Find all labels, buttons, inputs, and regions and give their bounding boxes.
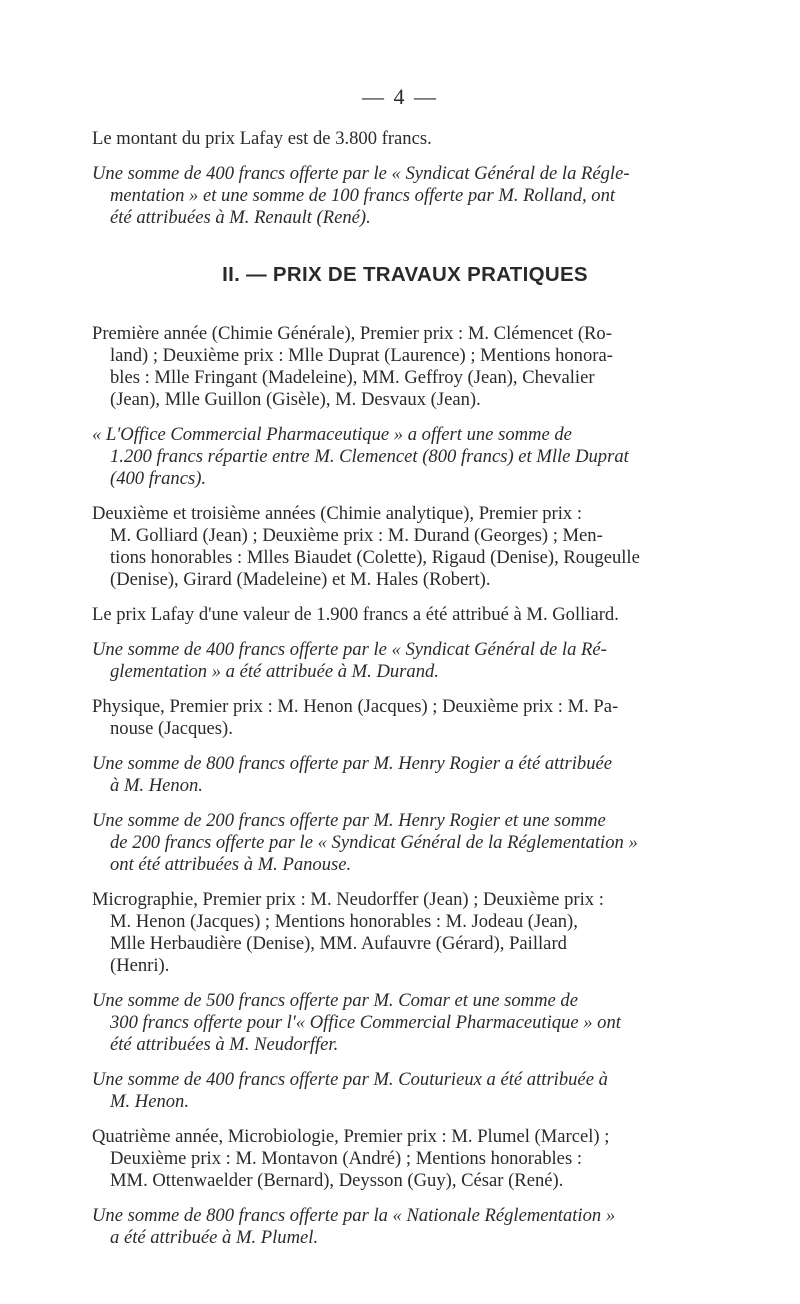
line: Micrographie, Premier prix : M. Neudorffer (Jean) ; Deuxième prix : bbox=[92, 889, 604, 910]
line: Le prix Lafay d'une valeur de 1.900 francs a été attribué à M. Golliard. bbox=[92, 604, 619, 625]
line: 1.200 francs répartie entre M. Clemencet (800 francs) et Mlle Duprat bbox=[110, 446, 629, 467]
line: Deuxième et troisième années (Chimie analytique), Premier prix : bbox=[92, 503, 582, 524]
line: ont été attribuées à M. Panouse. bbox=[110, 854, 352, 875]
paragraph-deuxieme-troisieme bbox=[92, 503, 718, 591]
paragraph-durand-award bbox=[92, 639, 718, 683]
line: Physique, Premier prix : M. Henon (Jacques) ; Deuxième prix : M. Pa- bbox=[92, 696, 619, 717]
paragraph-micrographie bbox=[92, 889, 718, 977]
line: (Denise), Girard (Madeleine) et M. Hales (Robert). bbox=[110, 569, 491, 590]
paragraph-plumel-award bbox=[92, 1205, 718, 1249]
line: Une somme de 400 francs offerte par le « Syndicat Général de la Ré- bbox=[92, 639, 607, 660]
line: été attribuées à M. Neudorffer. bbox=[110, 1034, 339, 1055]
section-heading: II. — PRIX DE TRAVAUX PRATIQUES bbox=[222, 263, 588, 286]
line: Première année (Chimie Générale), Premier prix : M. Clémencet (Ro- bbox=[92, 323, 612, 344]
paragraph-physique bbox=[92, 696, 718, 740]
page-number: — 4 — bbox=[362, 84, 438, 109]
line: de 200 francs offerte par le « Syndicat Général de la Réglementation » bbox=[110, 832, 638, 853]
line: a été attribuée à M. Plumel. bbox=[110, 1227, 319, 1248]
line: Une somme de 400 francs offerte par le « Syndicat Général de la Régle- bbox=[92, 163, 630, 184]
paragraph-couturieux-award bbox=[92, 1069, 718, 1113]
paragraph-neudorffer-award bbox=[92, 990, 718, 1056]
line: Deuxième prix : M. Montavon (André) ; Mentions honorables : bbox=[110, 1148, 582, 1169]
line: Une somme de 800 francs offerte par M. Henry Rogier a été attribuée bbox=[92, 753, 612, 774]
line: (400 francs). bbox=[110, 468, 207, 489]
paragraph-panouse-award bbox=[92, 810, 718, 876]
line: (Jean), Mlle Guillon (Gisèle), M. Desvaux (Jean). bbox=[110, 389, 481, 410]
line: M. Henon (Jacques) ; Mentions honorables : M. Jodeau (Jean), bbox=[110, 911, 578, 932]
line: Une somme de 200 francs offerte par M. Henry Rogier et une somme bbox=[92, 810, 606, 831]
line: 300 francs offerte pour l'« Office Commercial Pharmaceutique » ont bbox=[110, 1012, 621, 1033]
line: Une somme de 400 francs offerte par M. Couturieux a été attribuée à bbox=[92, 1069, 608, 1090]
line: M. Golliard (Jean) ; Deuxième prix : M. Durand (Georges) ; Men- bbox=[110, 525, 603, 546]
paragraph-premiere-annee bbox=[92, 323, 718, 411]
paragraph-henon-award bbox=[92, 753, 718, 797]
line: Une somme de 800 francs offerte par la « Nationale Réglementation » bbox=[92, 1205, 616, 1226]
line: été attribuées à M. Renault (René). bbox=[110, 207, 371, 228]
line: land) ; Deuxième prix : Mlle Duprat (Laurence) ; Mentions honora- bbox=[110, 345, 613, 366]
lead-paragraph bbox=[92, 128, 718, 150]
paragraph-prix-lafay bbox=[92, 604, 718, 626]
line: Une somme de 500 francs offerte par M. Comar et une somme de bbox=[92, 990, 578, 1011]
line: (Henri). bbox=[110, 955, 170, 976]
line: « L'Office Commercial Pharmaceutique » a offert une somme de bbox=[92, 424, 572, 445]
line: bles : Mlle Fringant (Madeleine), MM. Geffroy (Jean), Chevalier bbox=[110, 367, 595, 388]
line: glementation » a été attribuée à M. Durand. bbox=[110, 661, 439, 682]
line: tions honorables : Mlles Biaudet (Colette), Rigaud (Denise), Rougeulle bbox=[110, 547, 640, 568]
paragraph-quatrieme-annee bbox=[92, 1126, 718, 1192]
line: à M. Henon. bbox=[110, 775, 203, 796]
line: Quatrième année, Microbiologie, Premier prix : M. Plumel (Marcel) ; bbox=[92, 1126, 610, 1147]
line: MM. Ottenwaelder (Bernard), Deysson (Guy), César (René). bbox=[110, 1170, 564, 1191]
paragraph-office-commercial bbox=[92, 424, 718, 490]
paragraph-renault-award bbox=[92, 163, 718, 229]
line: Mlle Herbaudière (Denise), MM. Aufauvre (Gérard), Paillard bbox=[110, 933, 567, 954]
line: M. Henon. bbox=[110, 1091, 190, 1112]
page-content bbox=[92, 128, 718, 1262]
line: mentation » et une somme de 100 francs offerte par M. Rolland, ont bbox=[110, 185, 616, 206]
lead-line: Le montant du prix Lafay est de 3.800 francs. bbox=[92, 128, 432, 149]
line: nouse (Jacques). bbox=[110, 718, 233, 739]
